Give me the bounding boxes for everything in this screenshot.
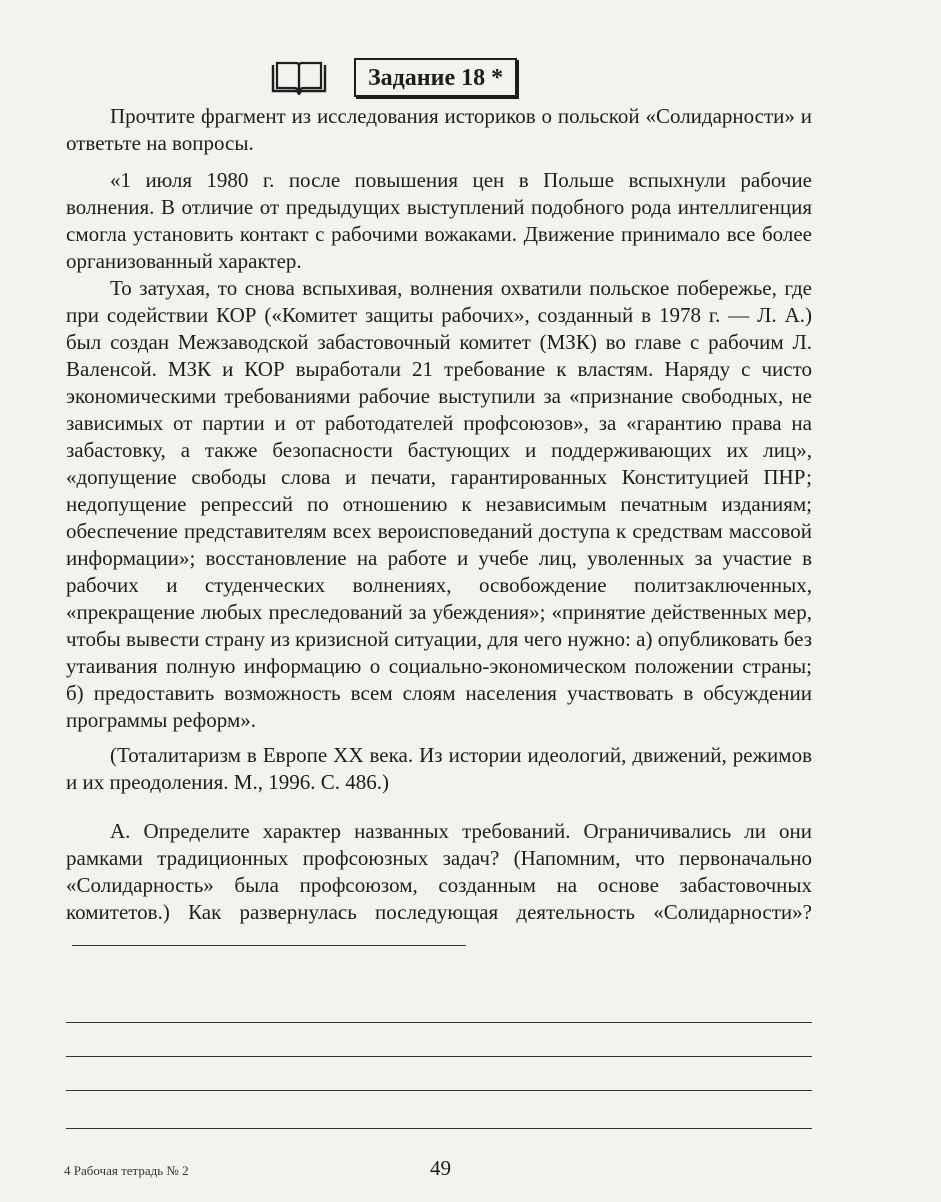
task-title: Задание 18 * <box>354 58 517 97</box>
task-content <box>66 103 812 953</box>
answer-line[interactable] <box>66 1022 812 1023</box>
footer-workbook-label: 4 Рабочая тетрадь № 2 <box>64 1163 189 1178</box>
answer-line-inline[interactable] <box>72 944 466 946</box>
task-header <box>270 58 517 97</box>
answer-line[interactable] <box>66 1090 812 1091</box>
answer-line[interactable] <box>66 1056 812 1057</box>
source-citation: (Тоталитаризм в Европе XX века. Из истории идеологий, движений, режимов и их преодоления. М., 1996. С. 486.) <box>66 743 812 794</box>
quote-paragraph: То затухая, то снова вспыхивая, волнения охватили польское побережье, где при содействии КОР («Комитет защиты рабочих», созданный в 1978 г. — Л. А.) был создан Межзаводской забастовочный комитет (МЗК) во главе с рабочим Л. Валенсой. МЗК и КОР выработали 21 требование к властям. Наряду с чисто экономическими требованиями рабочие выступили за «признание свободных, не зависимых от партии и от работодателей профсоюзов», за «гарантию права на забастовку, а также безопасности бастующих и поддерживающих их лиц», «допущение свободы слова и печати, гарантированных Конституцией ПНР; недопущение репрессий по отношению к независимым печатным изданиям; обеспечение представителям всех вероисповеданий доступа к средствам массовой информации»; восстановление на работе и учебе лиц, уволенных за участие в рабочих и студенческих волнениях, освобождение политзаключенных, «прекращение любых преследований за убеждения»; «принятие действенных мер, чтобы вывести страну из кризисной ситуации, для чего нужно: а) опубликовать без утаивания полную информацию о социально-экономическом положении страны; б) предоставить возможность всем слоям населения участвовать в обсуждении программы реформ». <box>66 276 812 732</box>
book-icon <box>270 61 328 95</box>
page-number: 49 <box>430 1156 451 1180</box>
question-text <box>66 818 812 953</box>
quote-paragraph: «1 июля 1980 г. после повышения цен в Польше вспыхнули рабочие волнения. В отличие от предыдущих выступлений подобного рода интеллигенция смогла установить контакт с рабочими вожаками. Движение принимало все более организованный характер. <box>66 168 812 273</box>
answer-line[interactable] <box>66 1128 812 1129</box>
question-label: А. Определите характер названных требований. Ограничивались ли они рамками традиционных профсоюзных задач? (Напомним, что первоначально «Солидарность» была профсоюзом, созданным на основе забастовочных комитетов.) Как развернулась последующая деятельность «Солидарности»? <box>66 819 812 924</box>
intro-text: Прочтите фрагмент из исследования историков о польской «Солидарности» и ответьте на вопросы. <box>66 104 812 155</box>
